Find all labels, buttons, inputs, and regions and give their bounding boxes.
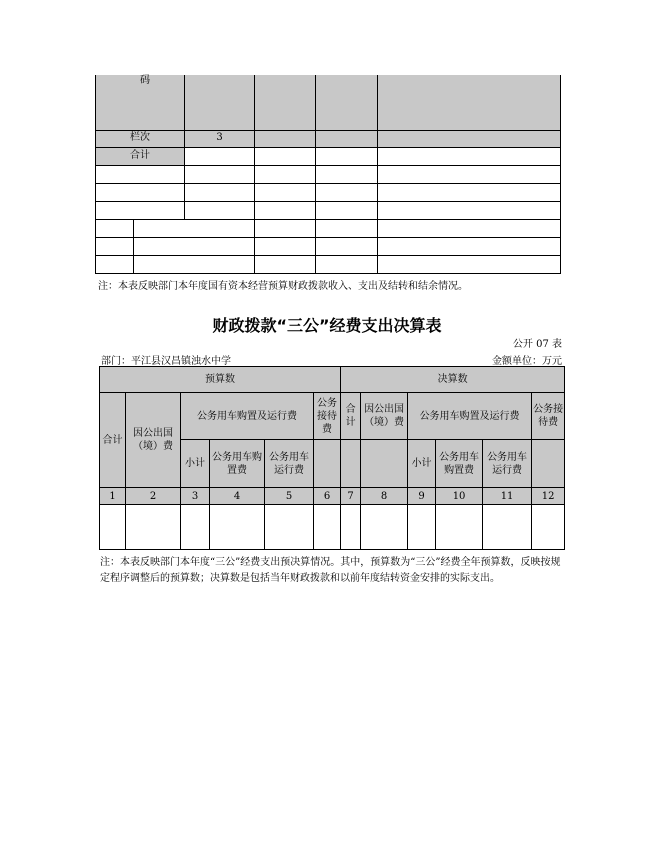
column-index-value: 3 [185,130,255,147]
col-number: 10 [436,488,483,505]
total-label: 合计 [96,147,185,165]
col-number: 11 [483,488,532,505]
final-operation-header: 公务用车运行费 [483,440,532,488]
col-number: 12 [532,488,565,505]
code-label: 码 [140,75,150,86]
final-total-header: 合计 [341,393,361,440]
three-public-expenses-table [99,366,565,550]
final-abroad-header: 因公出国（境）费 [361,393,408,440]
final-vehicle-header: 公务用车购置及运行费 [408,393,532,440]
top-table-note: 注：本表反映部门本年度国有资本经营预算财政拨款收入、支出及结转和结余情况。 [98,281,468,292]
final-subtotal-header: 小计 [408,440,436,488]
col-number: 3 [181,488,210,505]
col-number: 7 [341,488,361,505]
final-purchase-header: 公务用车购置费 [436,440,483,488]
bottom-note: 注：本表反映部门本年度“三公”经费支出预决算情况。其中，预算数为“三公”经费全年预算数，反映按规定程序调整后的预算数；决算数是包括当年财政拨款和以前年度结转资金安排的实际支出。 [100,557,561,584]
final-header: 决算数 [341,367,565,393]
budget-vehicle-header: 公务用车购置及运行费 [181,393,314,440]
col-number: 6 [314,488,341,505]
col-number: 2 [126,488,181,505]
col-number: 5 [265,488,314,505]
col-number: 9 [408,488,436,505]
budget-operation-header: 公务用车运行费 [265,440,314,488]
data-row [100,505,565,550]
capital-budget-table [95,75,561,274]
budget-total-header: 合计 [100,393,126,488]
form-number: 公开 07 表 [512,339,562,350]
col-number: 8 [361,488,408,505]
budget-header: 预算数 [100,367,341,393]
budget-reception-header: 公务接待费 [314,393,341,440]
budget-purchase-header: 公务用车购置费 [210,440,265,488]
amount-unit-label: 金额单位：万元 [492,356,562,367]
budget-abroad-header: 因公出国（境）费 [126,393,181,488]
col-number: 4 [210,488,265,505]
budget-subtotal-header: 小计 [181,440,210,488]
col-number: 1 [100,488,126,505]
page-title: 财政拨款“三公”经费支出决算表 [212,316,442,335]
department-label: 部门：平江县汉昌镇浊水中学 [101,356,231,367]
final-reception-header: 公务接待费 [532,393,565,440]
column-index-label: 栏次 [96,130,185,147]
